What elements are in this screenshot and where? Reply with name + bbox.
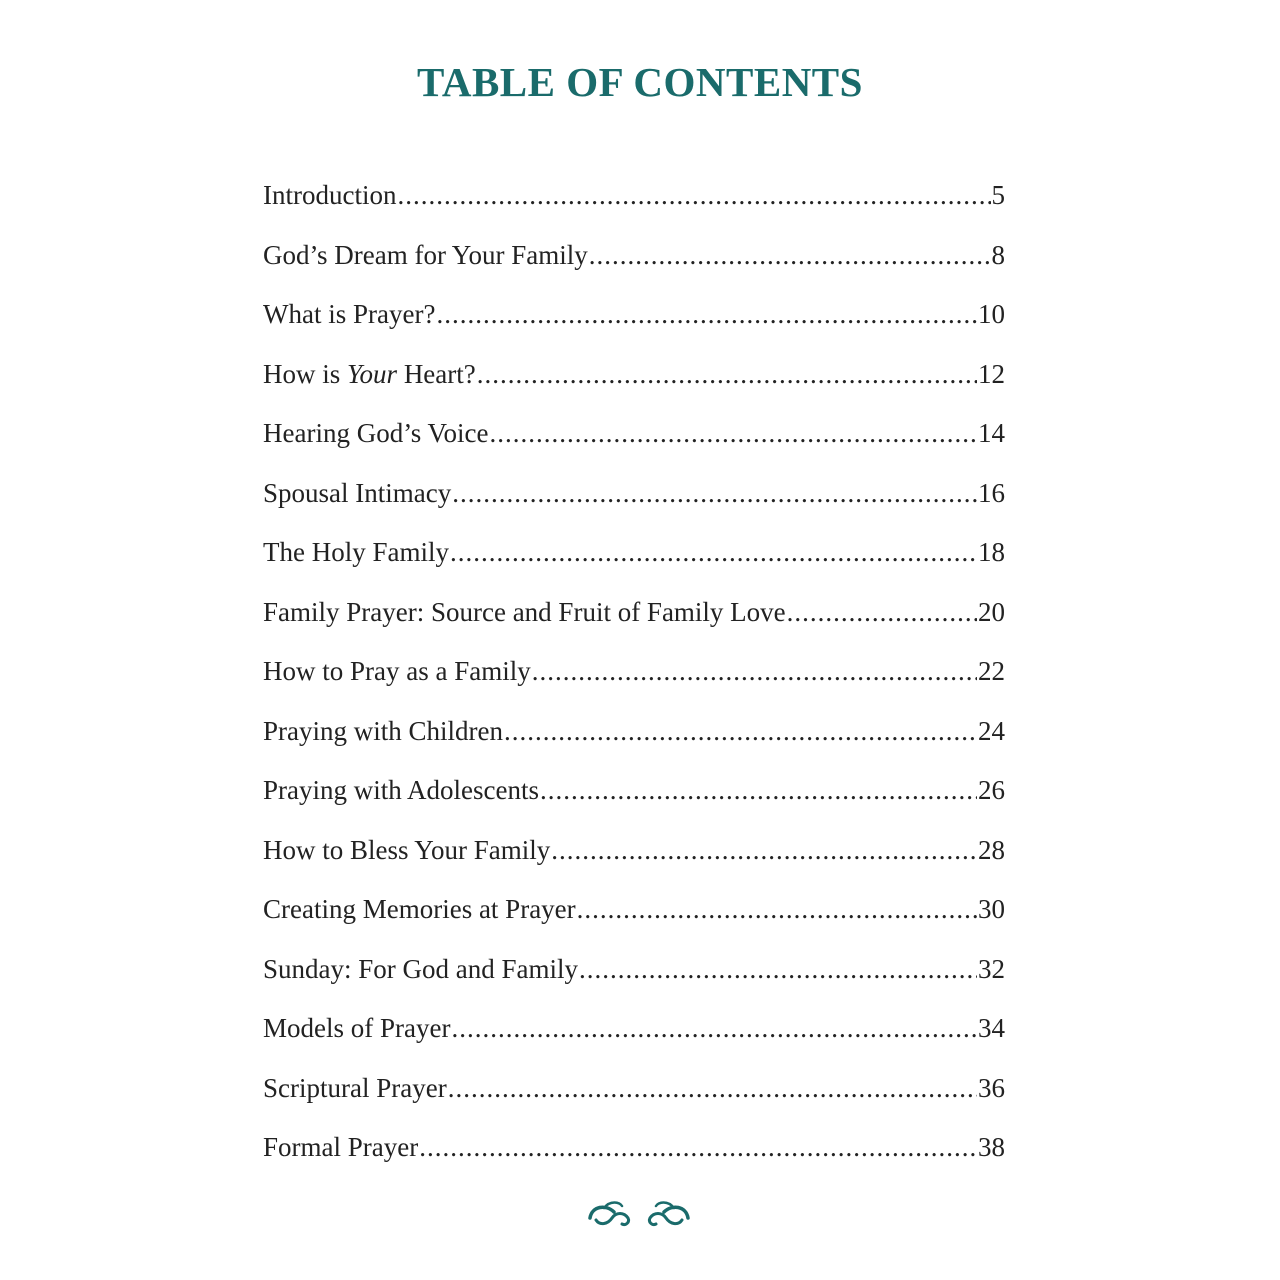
toc-entry[interactable]	[263, 359, 1005, 419]
toc-entry[interactable]	[263, 478, 1005, 538]
toc-entry[interactable]	[263, 537, 1005, 597]
toc-entry[interactable]	[263, 1132, 1005, 1192]
dot-leader	[452, 478, 977, 509]
toc-entry-label: Praying with Adolescents	[263, 775, 539, 805]
toc-entry-label: How to Pray as a Family	[263, 656, 531, 686]
toc-entry-page: 22	[978, 656, 1005, 686]
dot-leader	[397, 180, 990, 211]
toc-entry-label: What is Prayer?	[263, 299, 436, 329]
toc-entry-label: Praying with Children	[263, 715, 503, 746]
dot-leader	[551, 835, 977, 866]
toc-entry[interactable]	[263, 835, 1005, 895]
dot-leader	[579, 954, 977, 985]
dot-leader	[419, 1132, 977, 1163]
toc-entry-label: Spousal Intimacy	[263, 477, 452, 508]
toc-list	[263, 180, 1005, 1192]
toc-entry-label: How to Bless Your Family	[263, 834, 551, 865]
toc-entry-label: Sunday: For God and Family	[263, 953, 578, 984]
toc-entry-page: 8	[991, 239, 1005, 270]
toc-entry-page: 28	[978, 834, 1005, 865]
toc-entry-page: 34	[978, 1013, 1005, 1043]
dot-leader	[489, 418, 977, 449]
page-title: TABLE OF CONTENTS	[417, 59, 863, 105]
toc-entry-page: 32	[978, 953, 1005, 984]
toc-entry[interactable]	[263, 894, 1005, 954]
toc-entry-page: 14	[978, 418, 1005, 448]
toc-entry[interactable]	[263, 775, 1005, 835]
label-part: Heart?	[397, 358, 476, 389]
toc-entry[interactable]	[263, 240, 1005, 300]
toc-entry-label: Formal Prayer	[263, 1132, 419, 1162]
toc-entry-label: Hearing God’s Voice	[263, 418, 489, 448]
dot-leader	[436, 299, 977, 330]
toc-entry-page: 10	[978, 299, 1005, 329]
toc-entry[interactable]	[263, 597, 1005, 657]
toc-entry-page: 26	[978, 775, 1005, 805]
dot-leader	[477, 359, 977, 390]
toc-entry-label: Introduction	[263, 180, 397, 210]
toc-entry[interactable]	[263, 716, 1005, 776]
flourish-ornament-icon	[586, 1196, 692, 1230]
toc-entry-label: Models of Prayer	[263, 1013, 451, 1043]
toc-entry[interactable]	[263, 1073, 1005, 1133]
toc-entry-page: 36	[978, 1072, 1005, 1103]
dot-leader	[589, 240, 991, 271]
toc-entry-label: Family Prayer: Source and Fruit of Family Love	[263, 596, 786, 627]
toc-entry-page: 5	[991, 180, 1005, 210]
dot-leader	[504, 716, 977, 747]
toc-entry[interactable]	[263, 1013, 1005, 1073]
toc-entry-label: Scriptural Prayer	[263, 1072, 447, 1103]
dot-leader	[532, 656, 977, 687]
dot-leader	[787, 597, 977, 628]
toc-entry-page: 38	[978, 1132, 1005, 1162]
dot-leader	[451, 1013, 977, 1044]
toc-entry[interactable]	[263, 299, 1005, 359]
toc-entry[interactable]	[263, 954, 1005, 1014]
toc-entry-label	[263, 359, 476, 390]
toc-entry[interactable]	[263, 418, 1005, 478]
toc-entry-page: 30	[978, 894, 1005, 924]
dot-leader	[577, 894, 977, 925]
toc-entry-label: God’s Dream for Your Family	[263, 239, 588, 270]
label-italic-part: Your	[347, 358, 398, 389]
toc-entry-page: 16	[978, 477, 1005, 508]
toc-entry-page: 18	[978, 537, 1005, 567]
toc-entry-page: 24	[978, 715, 1005, 746]
toc-entry-page: 12	[978, 358, 1005, 389]
toc-entry[interactable]	[263, 180, 1005, 240]
toc-entry[interactable]	[263, 656, 1005, 716]
dot-leader	[450, 537, 977, 568]
label-part: How is	[263, 358, 348, 389]
toc-entry-label: Creating Memories at Prayer	[263, 894, 576, 924]
dot-leader	[448, 1073, 977, 1104]
toc-entry-page: 20	[978, 596, 1005, 627]
dot-leader	[540, 775, 977, 806]
toc-entry-label: The Holy Family	[263, 537, 449, 567]
